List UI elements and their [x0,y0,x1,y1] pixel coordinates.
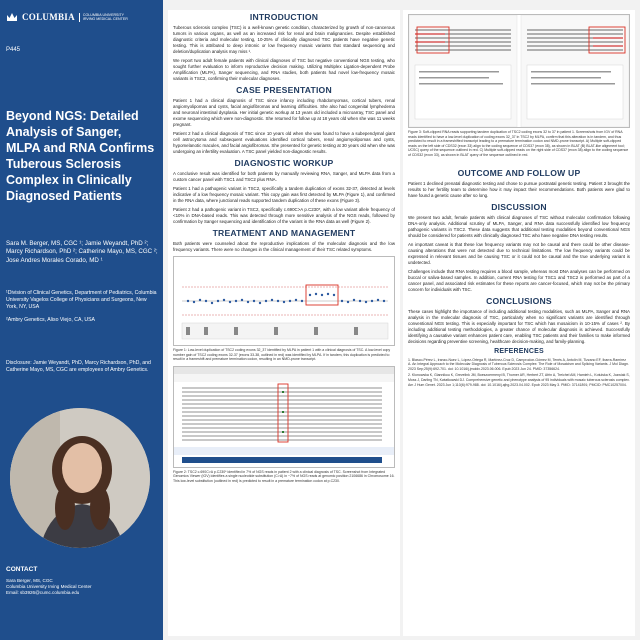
workup-heading: DIAGNOSTIC WORKUP [234,158,334,168]
affiliations [6,290,158,330]
affiliation-1: ¹Division of Clinical Genetics, Department of Pediatrics, Columbia University Vagelos College of Physicians and Surgeons, New York, NY, USA [6,290,157,310]
column-2 [403,10,635,636]
contact-heading: CONTACT [6,566,38,573]
figure-3-caption: Figure 3: Soft-clipped RNA reads supporting tandem duplication of TSC2 coding exons 32 to 37 in patient 1. Screenshots from IGV of RNA reads identified to have a low-level duplication of coding exons 32_37 in TSC2 by MLPA, confirm that this alteration is in tandem, and thus predicted to result in a frameshifted transcript leading to a premature termination codon and NMD-prone transcript. A) Multiple soft-clipped reads on the left side of CDS32 (exon 33) align to the coding sequence of CDS37 (exon 38), as shown in BLAT (B) BLAT-like alignment tool; UCSC) query of the sequence outlined in red. C) Multiple soft-clipped reads on the right side of CDS37 (exon 38) align to the coding sequence of CDS32 (exon 33), as shown in BLAT query of the sequence outlined in red. [408,130,629,157]
intro-heading: INTRODUCTION [249,12,319,22]
author-photo [10,408,150,548]
reference-2: 2. Klonowska K, Giannikou K, Grevelink JM, Boeszoermenyi B, Thorner AR, Herbert ZT, Afrin A, Treichel AM, Hamieh L, Kotulska K, Jozwiak S, Moss J, Darling TN, Kwiatkowski DJ. Comprehensive genetic and phenotype analysis of 95 individuals with mosaic tuberous sclerosis complex. Am J Hum Genet. 2023 Jun 1;110(6):979-988. doi: 10.1016/j.ajhg.2023.04.002. Epub 2023 May 3. PMID: 37141891; PMCID: PMC10257004. [408,373,630,387]
references-list [408,358,630,388]
sidebar [0,0,163,640]
poster-title: Beyond NGS: Detailed Analysis of Sanger, MLPA and RNA Confirms Tuberous Sclerosis Complex in Clinically Diagnosed Patients [6,109,155,203]
outcome-heading: OUTCOME AND FOLLOW UP [457,167,581,178]
contact-email[interactable]: Email: sb3926@cumc.columbia.edu [6,590,80,595]
treatment-p1: Both patients were counseled about the reproductive implications of the molecular diagnosis and the low frequency variants. There were no changes in the clinical management of their TSC related symptoms. [173,241,395,252]
discussion-p3: Challenges include that RNA testing requires a blood sample, whereas most DNA analyses can be performed on buccal or saliva-based samples. In addition, current RNA testing for TSC1 and TSC2 is performed as part of a cancer panel, and associated risk estimates for these reports are cancer-focused, which may not be the primary concern for individuals with TSC. [408,268,630,292]
intro-p2: We report two adult female patients with clinical diagnoses of TSC but negative conventional NGS testing, who sought further evaluation to inform reproductive decision making. Utilizing Multiplex Ligation-dependent Probe Amplification (MLPA), Sanger sequencing, and RNA studies, both patients had novel low-frequency mosaic variants in TSC2, confirming their molecular diagnoses. [173,58,395,81]
column-1 [168,10,400,636]
logo-main: COLUMBIA [22,12,75,22]
intro-p1: Tuberous sclerosis complex (TSC) is a well-known genetic condition, characterized by growth of non-cancerous tumors in various organs, as well as an increased risk for renal and brain malignancies. Despite established diagnostic criteria and molecular testing, 10-25% of clinically diagnosed TSC patients have negative genetic testing. This is attributed to deep intronic or low frequency mosaic variants that standard sequencing and deletion/duplication analysis may miss ¹. [173,25,395,54]
contact-block [6,578,156,596]
figure-1-mlpa-plot [173,256,395,346]
contact-name: Sara Berger, MS, CGC [6,578,53,583]
treatment-heading: TREATMENT AND MANAGEMENT [212,228,356,238]
contact-org: Columbia University Irving Medical Center [6,584,92,589]
workup-p3: Patient 2 had a pathogenic variant in TSC2, specifically c.690C>A p.C230*, with a low variant allele frequency of <10% in DNA-based reads. This was detected through more sensitive analysis of the NGS reads, followed by confirmation by Sanger sequencing and identification of the variant in the RNA data as well (Figure 2). [173,207,395,224]
figure-2-caption: Figure 2: TSC2 c.690C>A p.C230* identified in 7% of NGS reads in patient 2 with a clinical diagnosis of TSC. Screenshot from Integrated Genomics Viewer (IGV) identifies a single nucleotide substitution (C>A) in ~7% of NGS reads at genomic position 2106686 in Chromosome 16. This low-level substitution (outlined in red) is predicted to result in a premature termination codon at p.C230. [173,469,395,483]
discussion-p1: We present two adult, female patients with clinical diagnoses of TSC without molecular confirmation following DNA-only analysis. Additional scrutiny of MLPA, Sanger, and RNA data successfully identified low frequency pathogenic variants in TSC2. These data suggests that additional testing modalities beyond conventional NGS should be considered for patients with clinically diagnosed TSC who have negative DNA testing results. [408,214,630,238]
poster-id: P445 [6,47,21,53]
case-heading: CASE PRESENTATION [236,85,332,95]
figure-2-igv-screenshot [173,366,395,468]
references-heading: REFERENCES [494,347,544,355]
crown-icon [6,12,18,22]
discussion-p2: An important caveat is that these low frequency variants may not be causal and there could be other disease-causing alterations that were not detected due to technical limitations. The low frequency variants could be expressed in relevant tissues and be causing TSC or it could not be causal and the true underlying variant is undetected. [408,241,630,265]
authors: Sara M. Berger, MS, CGC ¹; Jamie Weyandt, PhD ²; Marcy Richardson, PhD ²; Catherine Mayo, MS, CGC ²; Jose Andres Morales Corado, MD ¹ [6,240,158,264]
workup-p2: Patient 1 had a pathogenic variant in TSC2, specifically a tandem duplication of exons 32-37, detected at levels indicative of a low frequency mosaic variant. This copy gain was first detected by MLPA (Figure 1), and confirmed in the RNA data, where junctional reads supported tandem duplication of these exons (Figure 3). [173,186,395,203]
case-p2: Patient 2 had a clinical diagnosis of TSC since 10 years old when she was found to have a subependymal giant cell astrocytoma and subsequent evaluations identified cortical tubers, renal angiomyolipomas and cysts, hypomelanotic macules, and facial angiofibromas. She presented for genetic testing at 30 years old when she was undergoing an infertility evaluation. A TSC panel yielded non-diagnostic results. [173,131,395,154]
case-p1: Patient 1 had a clinical diagnosis of TSC since infancy including rhabdomyomas, cortical tubers, renal angiomyolipomas and cysts, facial angiofibromas and learning difficulties. She also had congenital lymphedema and neuronal intestinal dysplasia. Her initial genetic workup at 13 years old included a microarray, TSC panel and exome sequencing which were non-diagnostic. She returned for follow up at 18 years old when she was 11 weeks pregnant. [173,98,395,127]
discussion-heading: DISCUSSION [491,201,547,212]
conclusions-heading: CONCLUSIONS [486,295,552,306]
figure-3-rna-reads [408,14,630,128]
outcome-p1: Patient 1 declined prenatal diagnostic testing and chose to pursue postnatal genetic testing. Patient 2 brought the results to her fertility team to determine how it may impact their recommendations. Both patients were glad to have found a genetic cause after so long. [408,180,630,198]
conclusions-p1: These cases highlight the importance of including additional testing modalities, such as MLPA, Sanger and RNA analysis in the molecular diagnosis of TSC, particularly when no significant variants are identified through conventional NGS testing. This is especially important for TSC which has mosaicism in 10-15% of cases ². By including additional testing methodologies, a greater chance of molecular diagnosis is achieved. Successfully identifying a causative variant enhances patient care, enabling TSC patients and their families to make informed decisions regarding preventive screening, healthcare decision-making, and family-planning. [408,308,630,344]
affiliation-2: ²Ambry Genetics, Aliso Viejo, CA, USA [6,317,95,323]
disclosure: Disclosure: Jamie Weyandt, PhD, Marcy Richardson, PhD, and Catherine Mayo, MS, CGC are employees of Ambry Genetics. [6,360,151,373]
reference-1: 1. Blasco-Pérez L, Iranzo-Nuez L, López-Ortega R, Martínez-Cruz D, Camprodon-Gómez M, Tenés A, Antolín M, Tizzano EF, Ibarra-Ramírez A. An Integral Approach to the Molecular Diagnosis of Tuberous Sclerosis Complex: The Role of Mosaicism and Splicing Variants. J Mol Diagn. 2023 Sep;25(9):692-701. doi: 10.1016/j.jmoldx.2023.06.006. Epub 2023 Jun 24. PMID: 37356624. [408,357,629,371]
logo-sub: COLUMBIA UNIVERSITY IRVING MEDICAL CENTER [79,13,135,22]
columbia-logo [6,12,135,22]
workup-p1: A conclusive result was identified for both patients by manually reviewing RNA, Sanger, and MLPA data from a custom cancer panel with TSC1 and TSC2 plus RNA. [173,171,395,182]
figure-1-caption: Figure 1: Low-level duplication of TSC2 coding exons 32_37 identified by MLPA in patient 1 with a clinical diagnosis of TSC. A low-level copy number gain of TSC2 coding exons 32-37 (exons 33-38, outlined in red) was identified by MLPA. If in tandem, this duplication is predicted to result in a frameshift and premature termination codon, resulting in an NMD-prone transcript. [173,348,391,362]
